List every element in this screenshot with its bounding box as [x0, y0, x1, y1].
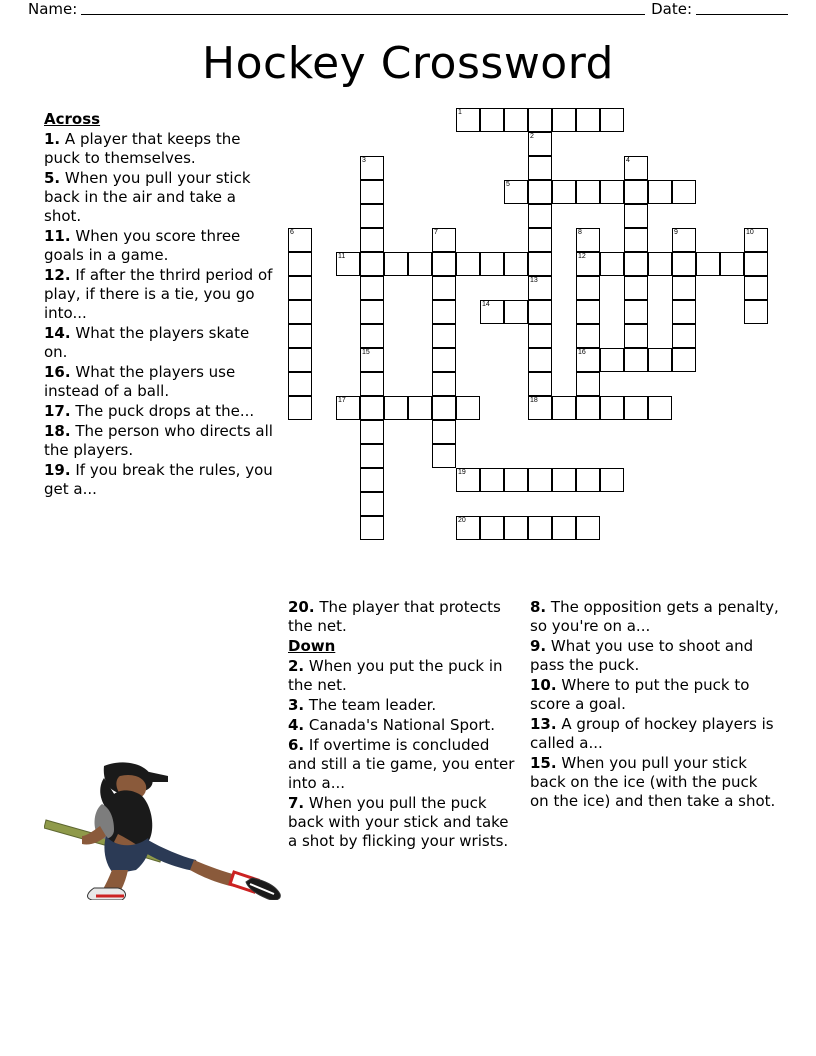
cell-number: 2 [530, 133, 534, 140]
clue-column-middle [288, 598, 520, 852]
cell-number: 17 [338, 397, 346, 404]
crossword-cell[interactable] [672, 324, 696, 348]
clue-number: 16. [44, 363, 71, 381]
crossword-cell[interactable] [456, 468, 480, 492]
crossword-cell[interactable] [528, 468, 552, 492]
clue-text: The opposition gets a penalty, so you're on a... [530, 598, 779, 635]
crossword-cell[interactable] [432, 300, 456, 324]
clue-number: 10. [530, 676, 557, 694]
crossword-cell[interactable] [288, 348, 312, 372]
clue-number: 7. [288, 794, 305, 812]
crossword-cell[interactable] [528, 132, 552, 156]
crossword-cell[interactable] [360, 300, 384, 324]
crossword-cell[interactable] [288, 300, 312, 324]
crossword-cell[interactable] [408, 252, 432, 276]
cell-number: 20 [458, 517, 466, 524]
clue-number: 19. [44, 461, 71, 479]
crossword-cell[interactable] [336, 252, 360, 276]
clue-item [44, 461, 274, 499]
crossword-cell[interactable] [360, 348, 384, 372]
hockey-player-illustration [44, 760, 292, 900]
crossword-cell[interactable] [576, 396, 600, 420]
crossword-cell[interactable] [624, 276, 648, 300]
clue-text: When you pull your stick back in the air and take a shot. [44, 169, 251, 225]
name-write-line [81, 0, 645, 15]
clue-text: What the players skate on. [44, 324, 250, 361]
clue-number: 4. [288, 716, 305, 734]
crossword-cell[interactable] [432, 252, 456, 276]
crossword-cell[interactable] [600, 252, 624, 276]
clue-number: 1. [44, 130, 61, 148]
crossword-cell[interactable] [456, 396, 480, 420]
crossword-cell[interactable] [648, 252, 672, 276]
crossword-cell[interactable] [504, 468, 528, 492]
crossword-cell[interactable] [504, 516, 528, 540]
crossword-cell[interactable] [480, 108, 504, 132]
clue-text: What the players use instead of a ball. [44, 363, 236, 400]
crossword-cell[interactable] [432, 324, 456, 348]
clue-text: When you pull your stick back on the ice (with the puck on the ice) and then take a shot. [530, 754, 776, 810]
crossword-cell[interactable] [600, 348, 624, 372]
clue-number: 20. [288, 598, 315, 616]
crossword-cell[interactable] [576, 108, 600, 132]
crossword-cell[interactable] [360, 204, 384, 228]
clue-item [44, 422, 274, 460]
clue-item [530, 715, 780, 753]
clue-number: 18. [44, 422, 71, 440]
crossword-cell[interactable] [360, 396, 384, 420]
clue-text: When you score three goals in a game. [44, 227, 241, 264]
crossword-cell[interactable] [600, 108, 624, 132]
clue-number: 8. [530, 598, 547, 616]
crossword-cell[interactable] [624, 228, 648, 252]
page-title: Hockey Crossword [202, 38, 614, 89]
clue-item [44, 227, 274, 265]
crossword-cell[interactable] [528, 348, 552, 372]
crossword-cell[interactable] [576, 516, 600, 540]
crossword-cell[interactable] [672, 228, 696, 252]
clue-item [288, 716, 520, 735]
crossword-cell[interactable] [552, 180, 576, 204]
crossword-cell[interactable] [528, 156, 552, 180]
crossword-cell[interactable] [360, 468, 384, 492]
crossword-cell[interactable] [672, 252, 696, 276]
clue-text: If you break the rules, you get a... [44, 461, 273, 498]
clue-text: When you pull the puck back with your stick and take a shot by flicking your wrists. [288, 794, 509, 850]
clue-item [288, 598, 520, 636]
cell-number: 11 [338, 253, 346, 260]
clue-text: When you put the puck in the net. [288, 657, 503, 694]
clue-text: A player that keeps the puck to themselves. [44, 130, 241, 167]
clue-number: 5. [44, 169, 61, 187]
worksheet-header [28, 0, 788, 26]
clue-number: 2. [288, 657, 305, 675]
cell-number: 8 [578, 229, 582, 236]
crossword-cell[interactable] [528, 204, 552, 228]
crossword-cell[interactable] [528, 180, 552, 204]
crossword-cell[interactable] [528, 516, 552, 540]
cell-number: 15 [362, 349, 370, 356]
crossword-cell[interactable] [624, 300, 648, 324]
crossword-cell[interactable] [648, 348, 672, 372]
clue-number: 9. [530, 637, 547, 655]
crossword-cell[interactable] [576, 324, 600, 348]
cell-number: 12 [578, 253, 586, 260]
crossword-cell[interactable] [672, 300, 696, 324]
crossword-cell[interactable] [576, 468, 600, 492]
crossword-cell[interactable] [504, 108, 528, 132]
crossword-cell[interactable] [624, 324, 648, 348]
crossword-cell[interactable] [432, 372, 456, 396]
crossword-cell[interactable] [360, 492, 384, 516]
crossword-cell[interactable] [552, 468, 576, 492]
cell-number: 10 [746, 229, 754, 236]
crossword-cell[interactable] [744, 300, 768, 324]
crossword-cell[interactable] [432, 396, 456, 420]
across-heading: Across [44, 110, 101, 128]
crossword-cell[interactable] [288, 252, 312, 276]
crossword-cell[interactable] [672, 180, 696, 204]
crossword-cell[interactable] [504, 180, 528, 204]
clue-text: Canada's National Sport. [308, 716, 496, 734]
cell-number: 9 [674, 229, 678, 236]
crossword-cell[interactable] [744, 228, 768, 252]
clue-column-right [530, 598, 780, 812]
cell-number: 14 [482, 301, 490, 308]
clue-number: 11. [44, 227, 71, 245]
crossword-cell[interactable] [744, 276, 768, 300]
clue-text: The person who directs all the players. [44, 422, 273, 459]
crossword-cell[interactable] [384, 396, 408, 420]
clue-number: 3. [288, 696, 305, 714]
clue-item [530, 754, 780, 811]
crossword-cell[interactable] [288, 396, 312, 420]
crossword-cell[interactable] [432, 276, 456, 300]
clue-text: If overtime is concluded and still a tie game, you enter into a... [288, 736, 515, 792]
crossword-cell[interactable] [600, 396, 624, 420]
crossword-cell[interactable] [360, 444, 384, 468]
clue-number: 12. [44, 266, 71, 284]
cell-number: 18 [530, 397, 538, 404]
crossword-cell[interactable] [360, 372, 384, 396]
clue-item [530, 598, 780, 636]
crossword-cell[interactable] [360, 180, 384, 204]
crossword-cell[interactable] [576, 300, 600, 324]
crossword-cell[interactable] [504, 252, 528, 276]
date-write-line [696, 0, 788, 15]
crossword-cell[interactable] [480, 252, 504, 276]
crossword-cell[interactable] [360, 516, 384, 540]
crossword-cell[interactable] [456, 516, 480, 540]
clue-item [530, 676, 780, 714]
crossword-cell[interactable] [624, 252, 648, 276]
crossword-cell[interactable] [624, 396, 648, 420]
crossword-cell[interactable] [288, 324, 312, 348]
crossword-cell[interactable] [672, 348, 696, 372]
crossword-cell[interactable] [576, 228, 600, 252]
clue-text: Where to put the puck to score a goal. [530, 676, 750, 713]
crossword-cell[interactable] [576, 348, 600, 372]
crossword-cell[interactable] [432, 444, 456, 468]
crossword-cell[interactable] [360, 420, 384, 444]
clue-text: A group of hockey players is called a... [530, 715, 774, 752]
clue-item [288, 657, 520, 695]
crossword-cell[interactable] [600, 180, 624, 204]
crossword-cell[interactable] [576, 372, 600, 396]
crossword-cell[interactable] [624, 348, 648, 372]
crossword-cell[interactable] [552, 108, 576, 132]
cell-number: 4 [626, 157, 630, 164]
clue-text: The player that protects the net. [288, 598, 501, 635]
crossword-cell[interactable] [456, 108, 480, 132]
crossword-cell[interactable] [696, 252, 720, 276]
crossword-cell[interactable] [336, 396, 360, 420]
crossword-cell[interactable] [360, 324, 384, 348]
crossword-cell[interactable] [528, 228, 552, 252]
clue-number: 15. [530, 754, 557, 772]
clue-item [288, 794, 520, 851]
crossword-cell[interactable] [600, 468, 624, 492]
crossword-cell[interactable] [528, 300, 552, 324]
crossword-cell[interactable] [576, 180, 600, 204]
clue-item [44, 169, 274, 226]
crossword-cell[interactable] [360, 252, 384, 276]
clue-item [44, 324, 274, 362]
cell-number: 13 [530, 277, 538, 284]
cell-number: 3 [362, 157, 366, 164]
crossword-cell[interactable] [480, 516, 504, 540]
clue-text: What you use to shoot and pass the puck. [530, 637, 754, 674]
crossword-cell[interactable] [432, 348, 456, 372]
crossword-cell[interactable] [672, 276, 696, 300]
clue-text: The team leader. [308, 696, 437, 714]
crossword-cell[interactable] [576, 252, 600, 276]
crossword-cell[interactable] [528, 108, 552, 132]
crossword-cell[interactable] [552, 516, 576, 540]
clue-item [44, 130, 274, 168]
crossword-cell[interactable] [288, 228, 312, 252]
clue-number: 13. [530, 715, 557, 733]
cell-number: 1 [458, 109, 462, 116]
crossword-cell[interactable] [528, 396, 552, 420]
crossword-grid[interactable] [288, 108, 788, 573]
crossword-cell[interactable] [288, 276, 312, 300]
down-heading: Down [288, 637, 336, 655]
cell-number: 7 [434, 229, 438, 236]
crossword-cell[interactable] [744, 252, 768, 276]
crossword-cell[interactable] [624, 180, 648, 204]
clue-item [530, 637, 780, 675]
clue-item [288, 696, 520, 715]
crossword-cell[interactable] [528, 372, 552, 396]
crossword-cell[interactable] [552, 396, 576, 420]
crossword-cell[interactable] [528, 252, 552, 276]
across-clue-list [44, 110, 274, 500]
crossword-cell[interactable] [432, 228, 456, 252]
clue-item [288, 736, 520, 793]
crossword-cell[interactable] [360, 156, 384, 180]
clue-text: If after the thrird period of play, if there is a tie, you go into... [44, 266, 273, 322]
crossword-cell[interactable] [288, 372, 312, 396]
crossword-cell[interactable] [408, 396, 432, 420]
crossword-cell[interactable] [360, 228, 384, 252]
clue-item [44, 363, 274, 401]
crossword-cell[interactable] [480, 300, 504, 324]
crossword-cell[interactable] [528, 324, 552, 348]
crossword-cell[interactable] [576, 276, 600, 300]
clue-text: The puck drops at the... [75, 402, 255, 420]
crossword-cell[interactable] [648, 180, 672, 204]
crossword-cell[interactable] [504, 300, 528, 324]
crossword-cell[interactable] [456, 252, 480, 276]
crossword-cell[interactable] [432, 420, 456, 444]
crossword-cell[interactable] [384, 252, 408, 276]
date-label: Date: [651, 0, 692, 18]
crossword-cell[interactable] [720, 252, 744, 276]
crossword-cell[interactable] [480, 468, 504, 492]
crossword-cell[interactable] [360, 276, 384, 300]
name-label: Name: [28, 0, 78, 18]
clue-number: 6. [288, 736, 305, 754]
crossword-cell[interactable] [624, 156, 648, 180]
clue-item [44, 402, 274, 421]
cell-number: 6 [290, 229, 294, 236]
cell-number: 5 [506, 181, 510, 188]
crossword-cell[interactable] [624, 204, 648, 228]
clue-number: 17. [44, 402, 71, 420]
cell-number: 16 [578, 349, 586, 356]
clue-item [44, 266, 274, 323]
clue-number: 14. [44, 324, 71, 342]
crossword-cell[interactable] [648, 396, 672, 420]
crossword-cell[interactable] [528, 276, 552, 300]
cell-number: 19 [458, 469, 466, 476]
